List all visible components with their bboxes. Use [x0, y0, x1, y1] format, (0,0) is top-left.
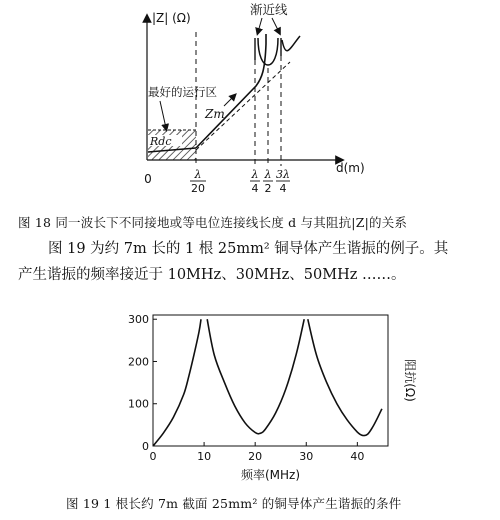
fig18-origin-label: 0: [144, 172, 152, 186]
rdc-label: Rdc: [150, 135, 172, 148]
zm-label: Zm: [205, 107, 225, 121]
svg-text:λ: λ: [194, 168, 202, 181]
tick-lambda-2: [263, 168, 273, 195]
fig18-y-axis-label: |Z| (Ω): [152, 11, 191, 25]
y-tick-label: 100: [128, 397, 149, 411]
svg-text:λ: λ: [251, 168, 259, 181]
asymptote-label: 渐近线: [250, 2, 288, 17]
figure-19-caption: 图 19 1 根长约 7m 截面 25mm² 的铜导体产生谐振的条件: [66, 496, 402, 511]
resonance-cup: [258, 38, 278, 65]
x-tick-label: 40: [350, 450, 365, 463]
fig18-x-axis-label: d(m): [336, 161, 365, 175]
tick-lambda-20: [190, 168, 206, 195]
best-zone-label: 最好的运行区: [148, 85, 217, 99]
paragraph-line-2: 产生谐振的频率接近于 10MHz、30MHz、50MHz ……。: [18, 267, 406, 283]
impedance-series-2: [207, 319, 304, 434]
svg-text:4: 4: [279, 182, 287, 195]
x-tick-label: 10: [197, 450, 212, 463]
best-zone-pointer: [160, 101, 166, 128]
y-tick-label: 300: [128, 313, 149, 327]
y-tick-label: 0: [142, 440, 149, 453]
tick-lambda-4: [250, 168, 260, 195]
figure-18-diagram: [0, 0, 500, 212]
figure-18-caption: 图 18 同一波长下不同接地或等电位连接线长度 d 与其阻抗|Z|的关系: [18, 215, 408, 230]
svg-text:λ: λ: [264, 168, 272, 181]
x-tick-label: 0: [149, 450, 157, 463]
svg-text:20: 20: [191, 182, 205, 195]
zm-pointer: [224, 96, 234, 106]
impedance-series-3: [308, 319, 382, 435]
antiresonance-peak: [282, 36, 300, 51]
x-tick-label: 30: [299, 450, 314, 463]
svg-text:4: 4: [251, 182, 259, 195]
y-axis-label: 阻抗(Ω): [403, 359, 417, 402]
paragraph-line-1: 图 19 为约 7m 长的 1 根 25mm² 铜导体产生谐振的例子。其: [48, 241, 449, 257]
x-tick-label: 20: [248, 450, 263, 463]
impedance-series-1: [153, 319, 201, 446]
svg-text:3λ: 3λ: [276, 168, 290, 181]
svg-text:2: 2: [264, 182, 272, 195]
x-axis-label: 频率(MHz): [240, 468, 301, 482]
y-tick-label: 200: [128, 355, 149, 369]
asymptote-line: [196, 62, 290, 150]
figure-19-chart: [0, 305, 500, 490]
tick-3lambda-4: [276, 168, 290, 195]
